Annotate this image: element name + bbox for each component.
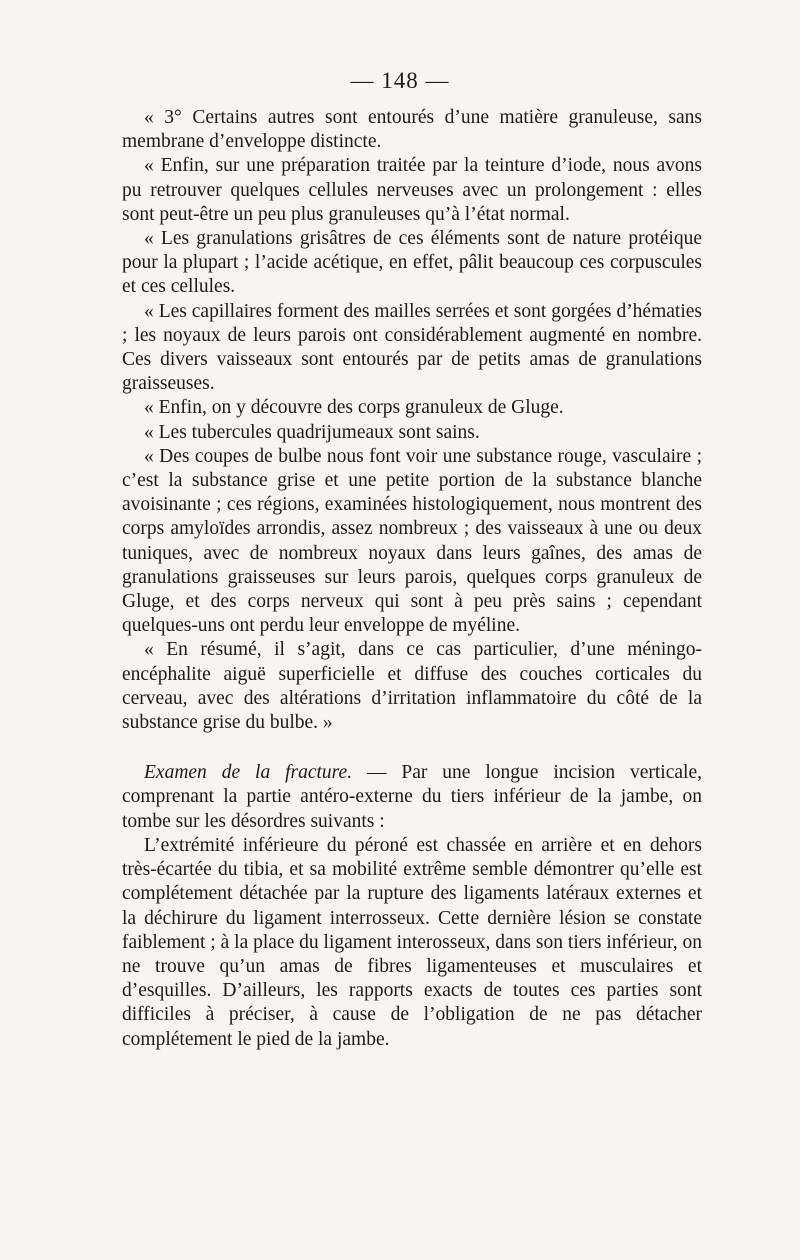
section-intro-paragraph [122,761,702,834]
body-text [122,106,702,1052]
paragraph: « Les capillaires forment des mailles serrées et sont gorgées d’hématies ; les noyaux de leurs parois ont considérablement augmenté en nombre. Ces divers vaisseaux sont entourés par de petits amas de granulations graisseuses. [122,300,702,395]
paragraph: « Enfin, sur une préparation traitée par la teinture d’iode, nous avons pu retrouver quelques cellules nerveuses avec un prolongement : elles sont peut-être un peu plus granuleuses qu’à l’état normal. [122,155,702,225]
paragraph: « Enfin, on y découvre des corps granuleux de Gluge. [144,397,564,419]
paragraph: « Les granulations grisâtres de ces éléments sont de nature protéique pour la plupart ; l’acide acétique, en effet, pâlit beaucoup ces corpuscules et ces cellules. [122,228,702,298]
paragraph: « Des coupes de bulbe nous font voir une substance rouge, vasculaire ; c’est la substance grise et une petite portion de la substance blanche avoisinante ; ces régions, examinées histologiquement, nous montrent des corps amyloïdes arrondis, assez nombreux ; des vaisseaux à une ou deux tuniques, avec de nombreux noyaux dans leurs gaînes, des amas de granulations graisseuses sur leurs parois, quelques corps granuleux de Gluge, et des corps nerveux qui sont à peu près sains ; cependant quelques-uns ont perdu leur enveloppe de myéline. [122,445,702,637]
section-title: Examen de la fracture. [144,762,353,784]
paragraph: « En résumé, il s’agit, dans ce cas particulier, d’une méningo-encéphalite aiguë superficielle et diffuse des couches corticales du cerveau, avec des altérations d’irritation inflammatoire du côté de la substance grise du bulbe. » [122,639,702,734]
paragraph: « 3° Certains autres sont entourés d’une matière granuleuse, sans membrane d’enveloppe distincte. [122,107,702,153]
paragraph: « Les tubercules quadrijumeaux sont sains. [144,421,480,443]
section-body-paragraph: L’extrémité inférieure du péroné est chassée en arrière et en dehors très-écartée du tibia, et sa mobilité extrême semble démontrer qu’elle est complétement détachée par la rupture des ligaments latéraux externes et la déchirure du ligament interrosseux. Cette dernière lésion se constate faiblement ; à la place du ligament interosseux, dans son tiers inférieur, on ne trouve qu’un amas de fibres ligamenteuses et musculaires et d’esquilles. D’ailleurs, les rapports exacts de toutes ces parties sont difficiles à préciser, à cause de l’obligation de ne pas détacher complétement le pied de la jambe. [122,834,702,1050]
page-number: — 148 — [350,68,450,93]
section-intro-text: — Par une longue incision verticale, comprenant la partie antéro-externe du tiers inférieur de la jambe, on tombe sur les désordres suivants : [122,762,702,832]
